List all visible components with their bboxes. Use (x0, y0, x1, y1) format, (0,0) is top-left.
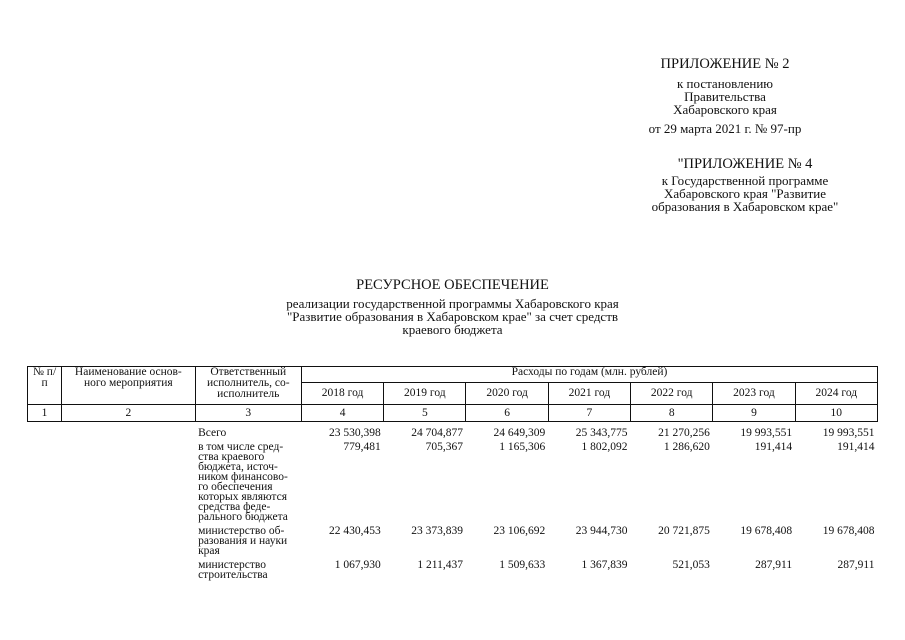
value-cell: 287,911 (755, 559, 793, 571)
table-row (28, 438, 878, 522)
value-cell: 23 106,692 (493, 525, 546, 537)
value-cell: 705,367 (425, 441, 463, 453)
executor-line: которых являются (198, 491, 287, 503)
document-subtitle-line: краевого бюджета (402, 322, 503, 337)
column-number: 1 (28, 405, 62, 422)
column-number: 8 (631, 405, 713, 422)
document-subtitle (0, 297, 905, 336)
header-year: 2022 год (631, 383, 713, 405)
appendix-4-line: Хабаровского края "Развитие (663, 186, 827, 201)
executor-line: разования и науки (198, 535, 288, 547)
executor-line: строительства (198, 569, 268, 581)
column-number: 7 (548, 405, 630, 422)
executor-cell (195, 422, 301, 439)
table-row (28, 556, 878, 580)
value-cell: 22 430,453 (328, 525, 381, 537)
value-cell: 19 993,551 (822, 427, 875, 439)
column-number: 5 (384, 405, 466, 422)
value-cell: 1 211,437 (417, 559, 463, 571)
value-cell: 24 649,309 (493, 427, 546, 439)
executor-line: средства феде- (198, 501, 271, 513)
appendix-2-line: Хабаровского края (673, 102, 777, 117)
header-expenses: Расходы по годам (млн. рублей) (301, 367, 877, 383)
value-cell: 1 367,839 (581, 559, 628, 571)
value-cell: 287,911 (837, 559, 875, 571)
column-number: 2 (62, 405, 195, 422)
value-cell: 1 067,930 (334, 559, 381, 571)
executor-line: края (198, 545, 220, 557)
appendix-2-title: ПРИЛОЖЕНИЕ № 2 (660, 56, 790, 72)
appendix-2-line: Правительства (684, 89, 766, 104)
resource-table (27, 366, 878, 580)
value-cell: 1 509,633 (499, 559, 546, 571)
value-cell: 521,053 (672, 559, 710, 571)
value-cell: 191,414 (837, 441, 875, 453)
appendix-2-line: к постановлению (676, 76, 774, 91)
value-cell: 21 270,256 (658, 427, 710, 439)
value-cell: 23 373,839 (411, 525, 463, 537)
value-cell: 25 343,775 (575, 427, 628, 439)
value-cell: 19 678,408 (822, 525, 875, 537)
column-number: 4 (301, 405, 383, 422)
appendix-4-line: к Государственной программе (661, 173, 829, 188)
header-year: 2020 год (466, 383, 548, 405)
executor-line: ства краевого (198, 451, 265, 463)
table-row (28, 422, 878, 439)
column-number: 9 (713, 405, 795, 422)
document-subtitle-line: реализации государственной программы Хабаровского края (286, 296, 619, 311)
value-cell: 779,481 (343, 441, 381, 453)
executor-cell (195, 438, 301, 522)
value-cell: 19 993,551 (740, 427, 793, 439)
executor-line: го обеспечения (198, 481, 273, 493)
executor-line: бюджета, источ- (198, 461, 278, 473)
appendix-4-line: образования в Хабаровском крае" (651, 199, 839, 214)
appendix-2-header (615, 58, 835, 135)
header-year: 2021 год (548, 383, 630, 405)
appendix-4-title: "ПРИЛОЖЕНИЕ № 4 (677, 156, 813, 172)
value-cell: 1 165,306 (499, 441, 546, 453)
executor-line: ником финансово- (198, 471, 288, 483)
executor-cell (195, 556, 301, 580)
header-year: 2019 год (384, 383, 466, 405)
appendix-2-date: от 29 марта 2021 г. № 97-пр (648, 121, 802, 136)
executor-line: министерство (198, 559, 267, 571)
executor-line: министерство об- (198, 525, 285, 537)
header-year: 2024 год (795, 383, 877, 405)
executor-line: в том числе сред- (198, 441, 284, 453)
document-subtitle-line: "Развитие образования в Хабаровском крае" за счет средств (286, 309, 619, 324)
header-num: № п/п (28, 367, 62, 405)
value-cell: 1 286,620 (663, 441, 710, 453)
value-cell: 23 530,398 (328, 427, 381, 439)
header-activity-name: Наименование основ- ного мероприятия (62, 367, 195, 405)
value-cell: 1 802,092 (581, 441, 628, 453)
executor-cell (195, 522, 301, 556)
header-executor: Ответственный исполнитель, со- исполнитель (195, 367, 301, 405)
value-cell: 24 704,877 (411, 427, 463, 439)
value-cell: 191,414 (754, 441, 793, 453)
header-year: 2023 год (713, 383, 795, 405)
column-number: 3 (195, 405, 301, 422)
appendix-4-header (625, 158, 865, 213)
value-cell: 19 678,408 (740, 525, 793, 537)
value-cell: 23 944,730 (575, 525, 628, 537)
column-number: 10 (795, 405, 877, 422)
document-title: РЕСУРСНОЕ ОБЕСПЕЧЕНИЕ (356, 277, 549, 293)
value-cell: 20 721,875 (658, 525, 710, 537)
column-number: 6 (466, 405, 548, 422)
executor-line: Всего (198, 427, 227, 439)
table-row (28, 522, 878, 556)
executor-line: рального бюджета (198, 511, 288, 523)
header-year: 2018 год (301, 383, 383, 405)
